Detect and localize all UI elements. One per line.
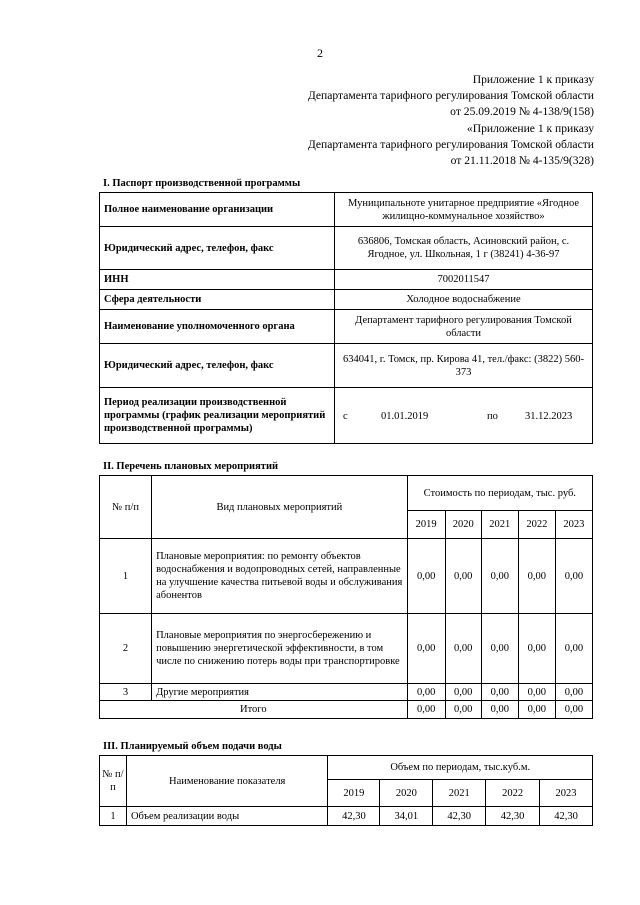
row-value: Холодное водоснабжение (335, 290, 593, 310)
section3-title: III. Планируемый объем подачи воды (103, 741, 282, 752)
row-value: 0,00 (518, 539, 555, 614)
row-value: 0,00 (481, 684, 518, 701)
row-value: 634041, г. Томск, пр. Кирова 41, тел./факс: (3822) 560-373 (335, 344, 593, 388)
row-label: Полное наименование организации (100, 193, 335, 227)
total-value: 0,00 (445, 701, 481, 719)
row-value: 0,00 (555, 684, 592, 701)
passport-table (99, 192, 593, 444)
row-value: 0,00 (481, 614, 518, 684)
row-value: Департамент тарифного регулирования Томской области (335, 310, 593, 344)
row-desc: Плановые мероприятия: по ремонту объектов водоснабжения и водопроводных сетей, направленные на улучшение качества питьевой воды и обслуживания абонентов (152, 539, 408, 614)
table-row (100, 270, 593, 290)
total-value: 0,00 (481, 701, 518, 719)
appendix-header (308, 72, 594, 169)
table-row (100, 290, 593, 310)
period-from: 01.01.2019 (381, 410, 429, 422)
table-row (100, 310, 593, 344)
row-value: 0,00 (445, 614, 481, 684)
appendix-line: «Приложение 1 к приказу (466, 121, 594, 135)
col-header-year: 2023 (555, 511, 592, 539)
row-label: Сфера деятельности (100, 290, 335, 310)
row-desc: Другие мероприятия (152, 684, 408, 701)
period-to-word: по (487, 410, 498, 422)
row-value: 0,00 (445, 684, 481, 701)
row-value: 0,00 (555, 614, 592, 684)
row-value: 0,00 (518, 614, 555, 684)
col-header-year: 2022 (518, 511, 555, 539)
row-value: 0,00 (555, 539, 592, 614)
row-label: ИНН (100, 270, 335, 290)
row-num: 1 (100, 807, 127, 826)
table-row (100, 227, 593, 270)
row-value: 42,30 (540, 807, 593, 826)
table-row (100, 684, 593, 701)
row-num: 3 (100, 684, 152, 701)
table-row (100, 807, 593, 826)
total-value: 0,00 (407, 701, 445, 719)
table-header-row (100, 756, 593, 780)
row-value: 42,30 (328, 807, 380, 826)
col-header-cost: Стоимость по периодам, тыс. руб. (407, 476, 592, 511)
total-row (100, 701, 593, 719)
table-row (100, 539, 593, 614)
table-row (100, 344, 593, 388)
appendix-line: Приложение 1 к приказу (472, 73, 594, 86)
col-header-kind: Вид плановых мероприятий (152, 476, 408, 539)
row-value: 636806, Томская область, Асиновский район, с. Ягодное, ул. Школьная, 1 г (38241) 4-36-97 (335, 227, 593, 270)
row-label: Юридический адрес, телефон, факс (100, 227, 335, 270)
row-value: Муниципальноте унитарное предприятие «Ягодное жилищно-коммунальное хозяйство» (335, 193, 593, 227)
table-row (100, 614, 593, 684)
row-value: 42,30 (486, 807, 540, 826)
table-row (100, 388, 593, 444)
row-desc: Плановые мероприятия по энергосбережению и повышению энергетической эффективности, в том числе по снижению потерь воды при транспортировке (152, 614, 408, 684)
row-value: 0,00 (518, 684, 555, 701)
table-row (100, 193, 593, 227)
total-label: Итого (100, 701, 408, 719)
row-label: Наименование уполномоченного органа (100, 310, 335, 344)
row-value: 0,00 (407, 684, 445, 701)
total-value: 0,00 (518, 701, 555, 719)
col-header-volume: Объем по периодам, тыс.куб.м. (328, 756, 593, 780)
col-header-year: 2023 (540, 780, 593, 807)
row-value: 34,01 (380, 807, 433, 826)
row-value: 42,30 (433, 807, 486, 826)
col-header-year: 2019 (328, 780, 380, 807)
col-header-year: 2020 (445, 511, 481, 539)
appendix-line: Департамента тарифного регулирования Томской области (307, 137, 594, 151)
appendix-line: от 25.09.2019 № 4-138/9(158) (450, 105, 594, 119)
row-name: Объем реализации воды (126, 807, 328, 826)
col-header-num: № п/п (100, 756, 127, 807)
row-value: 0,00 (481, 539, 518, 614)
volume-table (99, 755, 593, 826)
total-value: 0,00 (555, 701, 592, 719)
col-header-year: 2022 (486, 780, 540, 807)
period-to: 31.12.2023 (525, 410, 573, 422)
table-header-row (100, 476, 593, 511)
col-header-name: Наименование показателя (126, 756, 328, 807)
col-header-year: 2021 (481, 511, 518, 539)
row-value: 0,00 (407, 539, 445, 614)
row-value: 0,00 (407, 614, 445, 684)
measures-table (99, 475, 593, 719)
section2-title: II. Перечень плановых мероприятий (103, 461, 279, 472)
row-value: 0,00 (445, 539, 481, 614)
page-number: 2 (317, 46, 323, 60)
row-value: 7002011547 (335, 270, 593, 290)
row-num: 2 (100, 614, 152, 684)
period-value (335, 388, 593, 444)
col-header-year: 2021 (433, 780, 486, 807)
period-from-word: с (343, 410, 348, 422)
col-header-num: № п/п (100, 476, 152, 539)
col-header-year: 2019 (407, 511, 445, 539)
period-label: Период реализации производственной программы (график реализации мероприятий производственной программы) (100, 388, 335, 444)
col-header-year: 2020 (380, 780, 433, 807)
section1-title: I. Паспорт производственной программы (103, 178, 301, 189)
row-label: Юридический адрес, телефон, факс (100, 344, 335, 388)
appendix-line: Департамента тарифного регулирования Томской области (307, 89, 594, 103)
row-num: 1 (100, 539, 152, 614)
appendix-line: от 21.11.2018 № 4-135/9(328) (450, 154, 594, 168)
